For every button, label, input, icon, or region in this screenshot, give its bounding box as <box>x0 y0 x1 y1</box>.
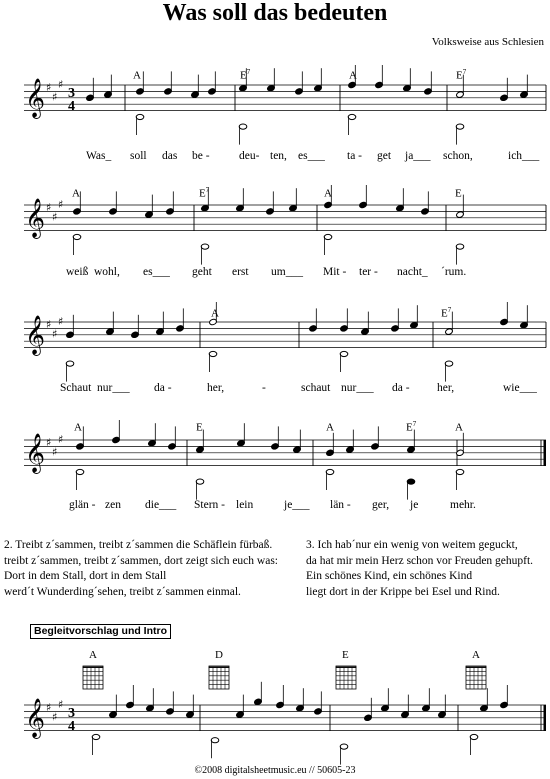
verse-line: 3. Ich hab´nur ein wenig von weitem geguckt, <box>306 539 518 551</box>
lyric-syllable: es___ <box>298 150 325 162</box>
lyric-syllable: um___ <box>271 266 303 278</box>
fret-grid <box>83 667 103 689</box>
note-head <box>324 234 332 239</box>
chord-symbol: A <box>455 421 463 434</box>
note-head <box>340 744 348 749</box>
lyric-syllable: Was_ <box>86 150 112 162</box>
note-head <box>456 469 464 474</box>
chord-symbol: A <box>472 649 480 661</box>
treble-clef: 𝄞 <box>25 198 46 238</box>
sharp-sign: ♯ <box>58 697 64 711</box>
note-head <box>196 479 204 484</box>
note-head <box>348 114 356 119</box>
verse-3 <box>306 538 550 600</box>
sharp-sign: ♯ <box>52 710 58 724</box>
sharp-sign: ♯ <box>58 77 64 91</box>
final-barline <box>544 705 547 731</box>
verse-line: da hat mir mein Herz schon vor Freuden gehupft. <box>306 554 534 567</box>
sharp-sign: ♯ <box>46 701 52 714</box>
note-head <box>66 361 74 366</box>
guitar-chord-diagram <box>82 664 104 690</box>
lyric-syllable: je <box>410 499 419 511</box>
sharp-sign: ♯ <box>58 197 64 211</box>
lyric-syllable: get <box>377 150 392 162</box>
time-signature-bottom: 4 <box>68 719 75 734</box>
treble-clef: 𝄞 <box>25 315 46 355</box>
note-head <box>201 244 209 249</box>
lyric-syllable: nacht_ <box>397 266 428 278</box>
verse-line: 2. Treibt z´sammen, treibt z´sammen die Schäflein fürbaß. <box>4 539 273 551</box>
guitar-chord-diagram <box>208 664 230 690</box>
lyric-syllable: - <box>262 382 266 394</box>
verse-line: Dort in dem Stall, dort in dem Stall <box>4 570 167 582</box>
lyric-syllable: es___ <box>143 266 170 278</box>
lyric-syllable: glän - <box>69 499 96 511</box>
chord-symbol: D <box>215 649 223 661</box>
lyric-syllable: her, <box>207 382 225 394</box>
chord-symbol: $E^7$ <box>441 306 452 320</box>
lyric-syllable: soll <box>130 150 147 162</box>
lyric-syllable: Mit - <box>323 266 347 278</box>
chord-symbol: A <box>326 421 334 434</box>
note-head <box>456 244 464 249</box>
chord-symbol: A <box>324 187 332 200</box>
sharp-sign: ♯ <box>58 314 64 328</box>
verse-line: treibt z´sammen, treibt z´sammen, dort zeigt sich euch was: <box>4 554 278 567</box>
chord-symbol: A <box>74 421 82 434</box>
note-head <box>407 479 415 484</box>
guitar-chord-diagram <box>335 664 357 690</box>
note-head <box>470 734 478 739</box>
note-head <box>211 738 219 743</box>
chord-symbol: $E^7$ <box>199 186 210 200</box>
chord-symbol: A <box>211 307 219 320</box>
treble-clef: 𝄞 <box>25 433 46 473</box>
chord-symbol: E <box>196 421 203 434</box>
sharp-sign: ♯ <box>52 445 58 459</box>
lyric-syllable: ich___ <box>508 150 540 162</box>
final-barline <box>544 440 547 466</box>
lyric-syllable: erst <box>232 266 249 278</box>
fret-grid <box>466 667 486 689</box>
lyric-syllable: Stern - <box>194 499 225 511</box>
sharp-sign: ♯ <box>46 81 52 94</box>
note-head <box>209 351 217 356</box>
lyric-syllable: mehr. <box>450 499 476 511</box>
lyric-syllable: ter - <box>359 266 378 278</box>
lyric-syllable: nur___ <box>341 382 374 394</box>
sharp-sign: ♯ <box>52 90 58 104</box>
fret-grid <box>336 667 356 689</box>
lyric-syllable: her, <box>437 382 455 394</box>
chord-symbol: A <box>89 649 97 661</box>
chord-symbol: E <box>455 187 462 200</box>
lyric-syllable: die___ <box>145 499 177 511</box>
staff-system-1 <box>0 60 550 190</box>
lyric-syllable: je___ <box>284 499 310 511</box>
lyric-syllable: zen <box>105 499 121 511</box>
verse-line: liegt dort in der Krippe bei Esel und Rind. <box>306 585 500 598</box>
composer-credit: Volksweise aus Schlesien <box>431 36 544 48</box>
sharp-sign: ♯ <box>46 318 52 331</box>
staff-intro <box>0 690 550 760</box>
verse-2 <box>4 538 278 600</box>
note-head <box>73 234 81 239</box>
chord-symbol: A <box>133 69 141 82</box>
sharp-sign: ♯ <box>52 327 58 341</box>
lyric-syllable: ger, <box>372 499 390 511</box>
copyright-footer: ©2008 digitalsheetmusic.eu // 50605-23 <box>194 765 356 776</box>
fret-grid <box>209 667 229 689</box>
lyric-syllable: deu- <box>239 150 260 162</box>
lyric-syllable: län - <box>330 499 351 511</box>
chord-symbol: A <box>349 69 357 82</box>
lyric-syllable: nur___ <box>97 382 130 394</box>
lyric-syllable: ta - <box>347 150 363 162</box>
lyric-syllable: schon, <box>443 150 473 162</box>
note-head <box>76 469 84 474</box>
sharp-sign: ♯ <box>46 436 52 449</box>
chord-symbol: $E^7$ <box>406 420 417 434</box>
chord-symbol: $E^7$ <box>456 68 467 82</box>
lyric-syllable: ja___ <box>405 150 431 162</box>
verse-line: werd´t Wunderding´sehen, treibt z´sammen einmal. <box>4 585 241 598</box>
lyric-syllable: wohl, <box>94 266 120 278</box>
chord-symbol: E <box>342 649 349 661</box>
note-head <box>340 351 348 356</box>
lyric-syllable: weiß <box>66 266 89 278</box>
lyric-syllable: Schaut <box>60 382 92 394</box>
treble-clef: 𝄞 <box>25 78 46 118</box>
sharp-sign: ♯ <box>52 210 58 224</box>
verse-line: Ein schönes Kind, ein schönes Kind <box>306 570 473 582</box>
lyric-syllable: das <box>162 150 178 162</box>
lyric-syllable: geht <box>192 266 212 278</box>
lyric-syllable: ´rum. <box>441 266 467 278</box>
time-signature-bottom: 4 <box>68 99 75 114</box>
note-head <box>92 734 100 739</box>
sharp-sign: ♯ <box>46 201 52 214</box>
guitar-chord-diagram <box>465 664 487 690</box>
lyric-syllable: ten, <box>270 150 287 162</box>
note-head <box>456 124 464 129</box>
time-signature-top: 3 <box>68 86 75 101</box>
note-head <box>326 469 334 474</box>
time-signature-top: 3 <box>68 706 75 721</box>
lyric-syllable: be - <box>192 150 210 162</box>
page-title: Was soll das bedeuten <box>162 0 388 26</box>
chord-symbol: $E^7$ <box>240 68 251 82</box>
treble-clef: 𝄞 <box>25 698 46 738</box>
lyric-syllable: da - <box>392 382 410 394</box>
lyric-syllable: wie___ <box>503 382 537 394</box>
lyric-syllable: schaut <box>301 382 331 394</box>
sharp-sign: ♯ <box>58 432 64 446</box>
intro-heading: Begleitvorschlag und Intro <box>30 624 171 639</box>
lyric-syllable: da - <box>154 382 172 394</box>
chord-symbol: A <box>72 187 80 200</box>
note-head <box>239 124 247 129</box>
note-head <box>136 114 144 119</box>
note-head <box>445 361 453 366</box>
lyric-syllable: lein <box>236 499 254 511</box>
